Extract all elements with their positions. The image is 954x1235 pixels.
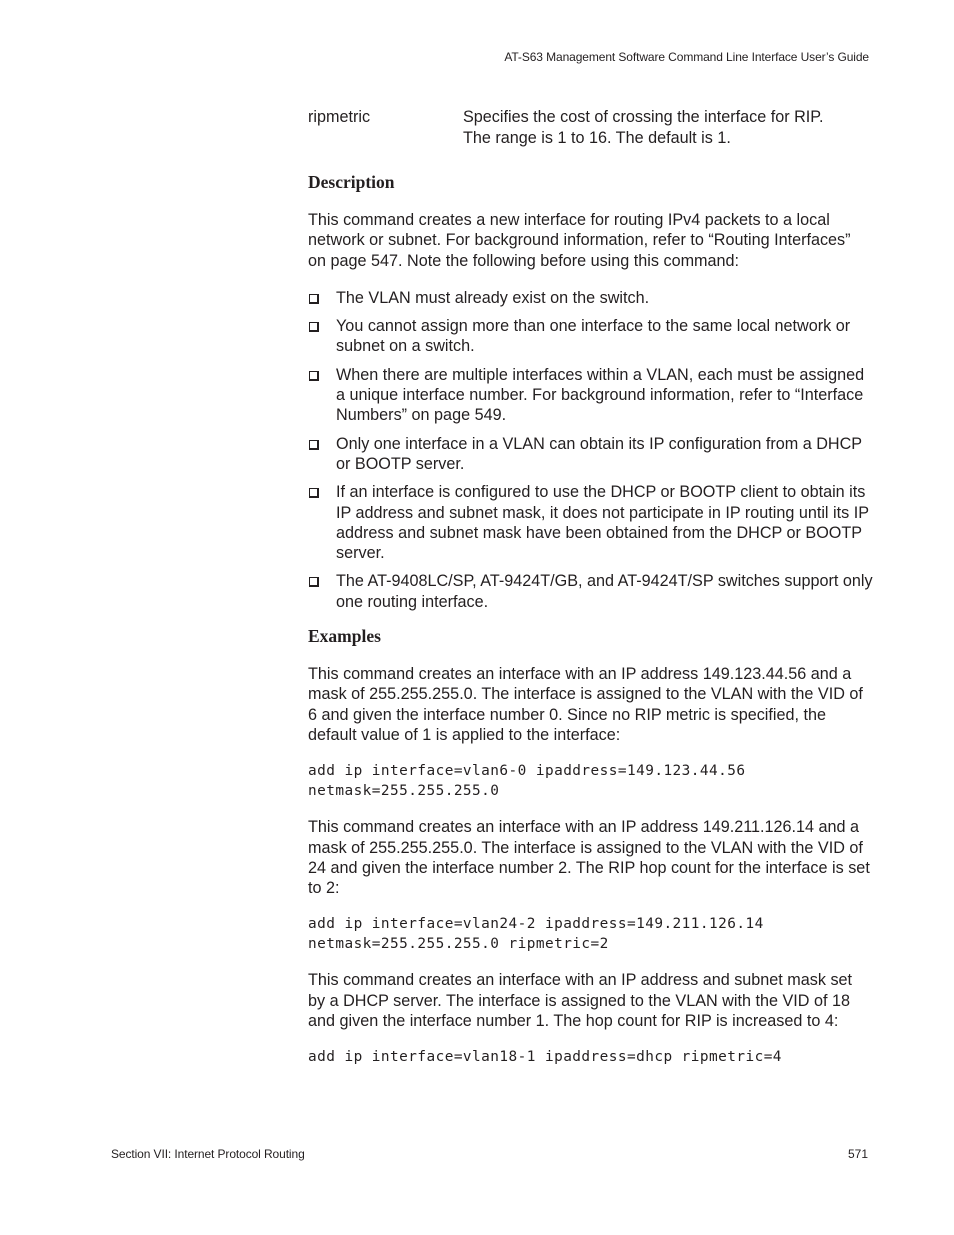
list-item	[308, 288, 873, 308]
list-item-text: The AT-9408LC/SP, AT-9424T/GB, and AT-9424T/SP switches support only one routing interface.	[336, 572, 873, 611]
page-content	[308, 107, 873, 1067]
note-list	[308, 288, 873, 612]
list-item	[308, 571, 873, 612]
checkbox-bullet-icon	[308, 316, 336, 357]
list-item	[308, 434, 873, 475]
list-item	[308, 365, 873, 426]
footer-page-number: 571	[847, 1147, 868, 1161]
example-code: add ip interface=vlan18-1 ipaddress=dhcp ripmetric=4	[308, 1049, 782, 1066]
list-item-text: The VLAN must already exist on the switch.	[336, 288, 650, 307]
parameter-description-line: Specifies the cost of crossing the interface for RIP.	[463, 108, 824, 126]
checkbox-bullet-icon	[308, 434, 336, 475]
list-item-text: You cannot assign more than one interface to the same local network or subnet on a switch.	[336, 317, 851, 356]
list-item-text: When there are multiple interfaces within a VLAN, each must be assigned a unique interface number. For background information, refer to “Interface Numbers” on page 549.	[336, 365, 865, 425]
example-paragraph: This command creates an interface with an IP address 149.211.126.14 and a mask of 255.255.255.0. The interface is assigned to the VLAN with the VID of 24 and given the interface number 2. The RIP hop count for the interface is set to 2:	[308, 818, 870, 898]
list-item-text: If an interface is configured to use the DHCP or BOOTP client to obtain its IP address and subnet mask, it does not participate in IP routing until its IP address and subnet mask have been obtained from the DHCP or BOOTP server.	[336, 483, 869, 563]
checkbox-bullet-icon	[308, 288, 336, 308]
examples-heading: Examples	[308, 626, 381, 647]
description-heading: Description	[308, 172, 395, 192]
list-item	[308, 482, 873, 563]
list-item-text: Only one interface in a VLAN can obtain its IP configuration from a DHCP or BOOTP server.	[336, 434, 862, 473]
parameter-name: ripmetric	[308, 108, 371, 126]
checkbox-bullet-icon	[308, 571, 336, 612]
parameter-description-line: The range is 1 to 16. The default is 1.	[463, 128, 731, 147]
list-item	[308, 316, 873, 357]
parameter-row	[308, 107, 873, 148]
checkbox-bullet-icon	[308, 365, 336, 426]
example-paragraph: This command creates an interface with an IP address and subnet mask set by a DHCP server. The interface is assigned to the VLAN with the VID of 18 and given the interface number 1. The hop count for RIP is increased to 4:	[308, 971, 853, 1031]
page-header-title: AT-S63 Management Software Command Line Interface User’s Guide	[504, 50, 869, 64]
example-code: add ip interface=vlan24-2 ipaddress=149.211.126.14 netmask=255.255.255.0 ripmetric=2	[308, 916, 764, 953]
example-code: add ip interface=vlan6-0 ipaddress=149.123.44.56 netmask=255.255.255.0	[308, 763, 746, 800]
description-paragraph: This command creates a new interface for routing IPv4 packets to a local network or subnet. For background information, refer to “Routing Interfaces” on page 547. Note the following before using this command:	[308, 211, 851, 270]
parameter-description	[463, 107, 873, 148]
checkbox-bullet-icon	[308, 482, 336, 563]
footer-section-title: Section VII: Internet Protocol Routing	[111, 1147, 305, 1161]
example-paragraph: This command creates an interface with an IP address 149.123.44.56 and a mask of 255.255.255.0. The interface is assigned to the VLAN with the VID of 6 and given the interface number 0. Since no RIP metric is specified, the default value of 1 is applied to the interface:	[308, 665, 863, 744]
